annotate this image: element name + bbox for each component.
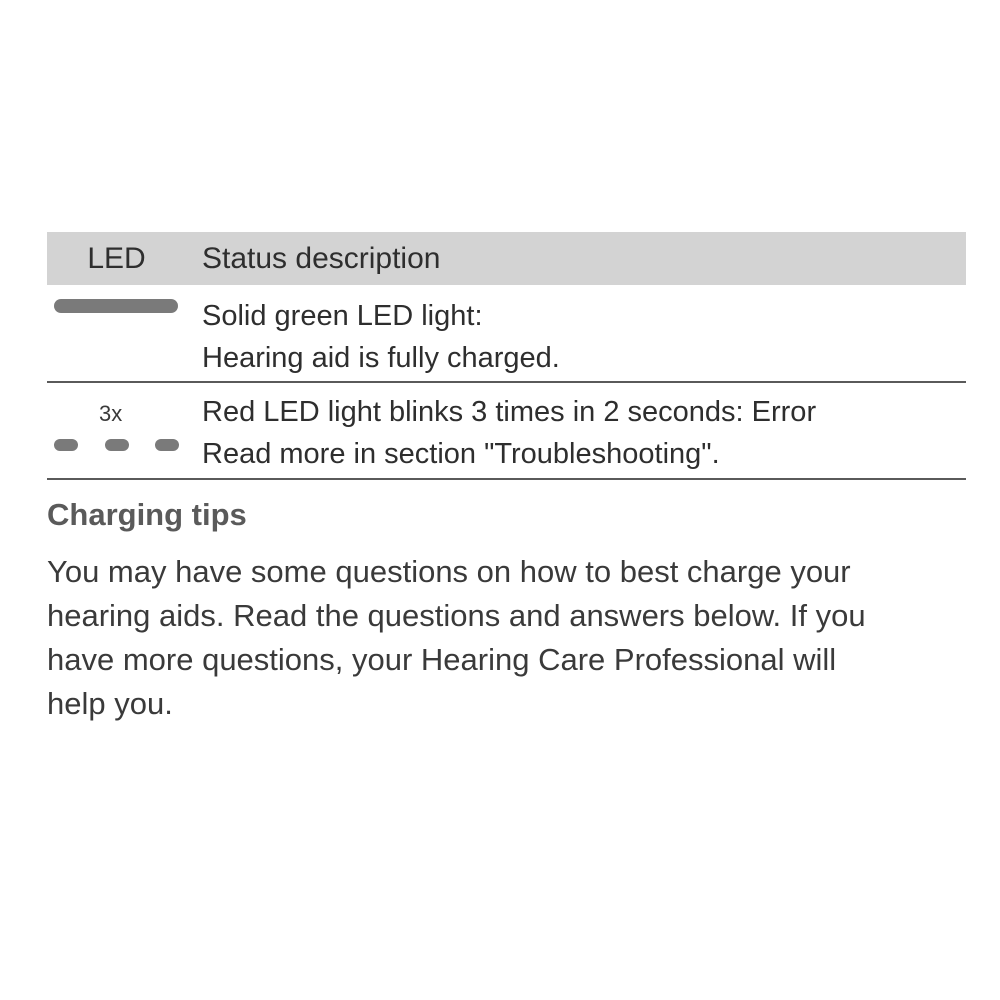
blink-count-label: 3x <box>99 401 123 426</box>
charging-tips-paragraph <box>47 550 977 726</box>
charging-tips-heading: Charging tips <box>47 497 247 532</box>
paragraph-line: hearing aids. Read the questions and answers below. If you <box>47 598 866 633</box>
blinking-led-icon <box>54 439 78 451</box>
blinking-led-icon <box>105 439 129 451</box>
status-line: Hearing aid is fully charged. <box>202 342 560 374</box>
paragraph-line: You may have some questions on how to best charge your <box>47 554 851 589</box>
paragraph-line: have more questions, your Hearing Care Professional will <box>47 642 837 677</box>
status-line: Read more in section "Troubleshooting". <box>202 438 720 470</box>
table-row <box>47 383 966 480</box>
header-status-description: Status description <box>202 241 441 275</box>
header-led: LED <box>87 241 146 275</box>
status-description <box>186 383 816 478</box>
led-solid-indicator <box>47 285 186 381</box>
status-description <box>186 285 560 381</box>
paragraph-line: help you. <box>47 686 173 721</box>
blinking-led-icon <box>155 439 179 451</box>
status-line: Red LED light blinks 3 times in 2 seconds: Error <box>202 396 817 428</box>
status-line: Solid green LED light: <box>202 300 483 332</box>
table-header <box>47 232 966 285</box>
solid-led-icon <box>54 299 178 313</box>
table-row <box>47 285 966 383</box>
led-blink-indicator <box>47 383 186 478</box>
led-status-table <box>47 232 966 480</box>
